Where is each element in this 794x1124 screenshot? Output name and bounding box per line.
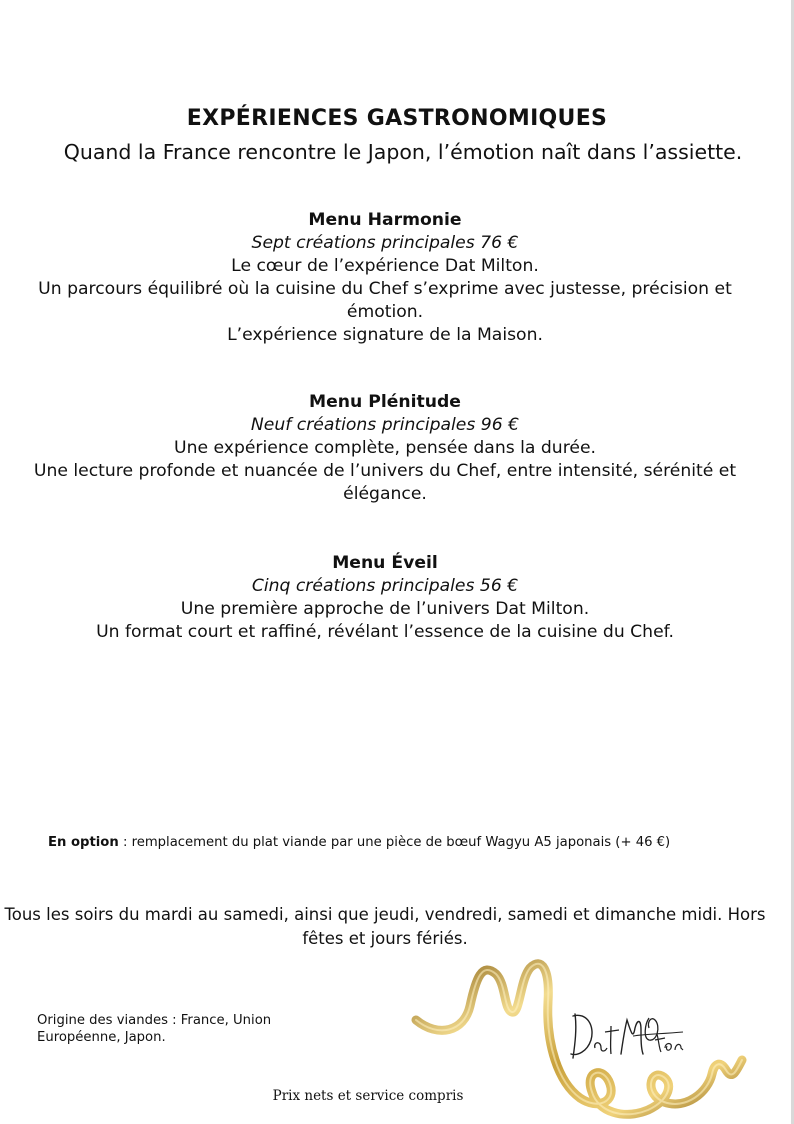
menu-plenitude — [0, 391, 770, 506]
menu-price: Cinq créations principales 56 € — [251, 576, 519, 596]
menu-name: Menu Harmonie — [308, 210, 462, 230]
schedule-note: Tous les soirs du mardi au samedi, ainsi que jeudi, vendredi, samedi et dimanche midi. Hors fêtes et jours fériés. — [4, 905, 766, 948]
prices-note: Prix nets et service compris — [272, 1088, 464, 1104]
menu-price: Neuf créations principales 96 € — [250, 415, 520, 435]
option-text: : remplacement du plat viande par une pièce de bœuf Wagyu A5 japonais (+ 46 €) — [118, 835, 671, 850]
menu-description-line: Une première approche de l’univers Dat Milton. — [180, 599, 590, 619]
option-label: En option — [48, 835, 119, 850]
menu-description-line: Une lecture profonde et nuancée de l’univers du Chef, entre intensité, sérénité et élégance. — [33, 461, 737, 504]
meat-origin-note: Origine des viandes : France, Union Européenne, Japon. — [37, 1013, 272, 1045]
menu-name: Menu Éveil — [332, 553, 438, 573]
menu-price: Sept créations principales 76 € — [251, 233, 519, 253]
menu-name: Menu Plénitude — [309, 392, 461, 412]
menu-description-line: Une expérience complète, pensée dans la durée. — [173, 438, 597, 458]
chef-signature — [565, 1008, 695, 1064]
menu-eveil — [0, 552, 770, 644]
option-note — [48, 835, 670, 850]
menu-harmonie — [0, 209, 770, 347]
menu-description-line: Un parcours équilibré où la cuisine du Chef s’exprime avec justesse, précision et émotion. — [38, 279, 732, 322]
page-subtitle: Quand la France rencontre le Japon, l’émotion naît dans l’assiette. — [63, 140, 743, 164]
menu-description-line: L’expérience signature de la Maison. — [227, 325, 543, 345]
menu-description-line: Le cœur de l’expérience Dat Milton. — [231, 256, 539, 276]
menu-description-line: Un format court et raffiné, révélant l’essence de la cuisine du Chef. — [96, 622, 674, 642]
page-title: EXPÉRIENCES GASTRONOMIQUES — [186, 106, 608, 131]
